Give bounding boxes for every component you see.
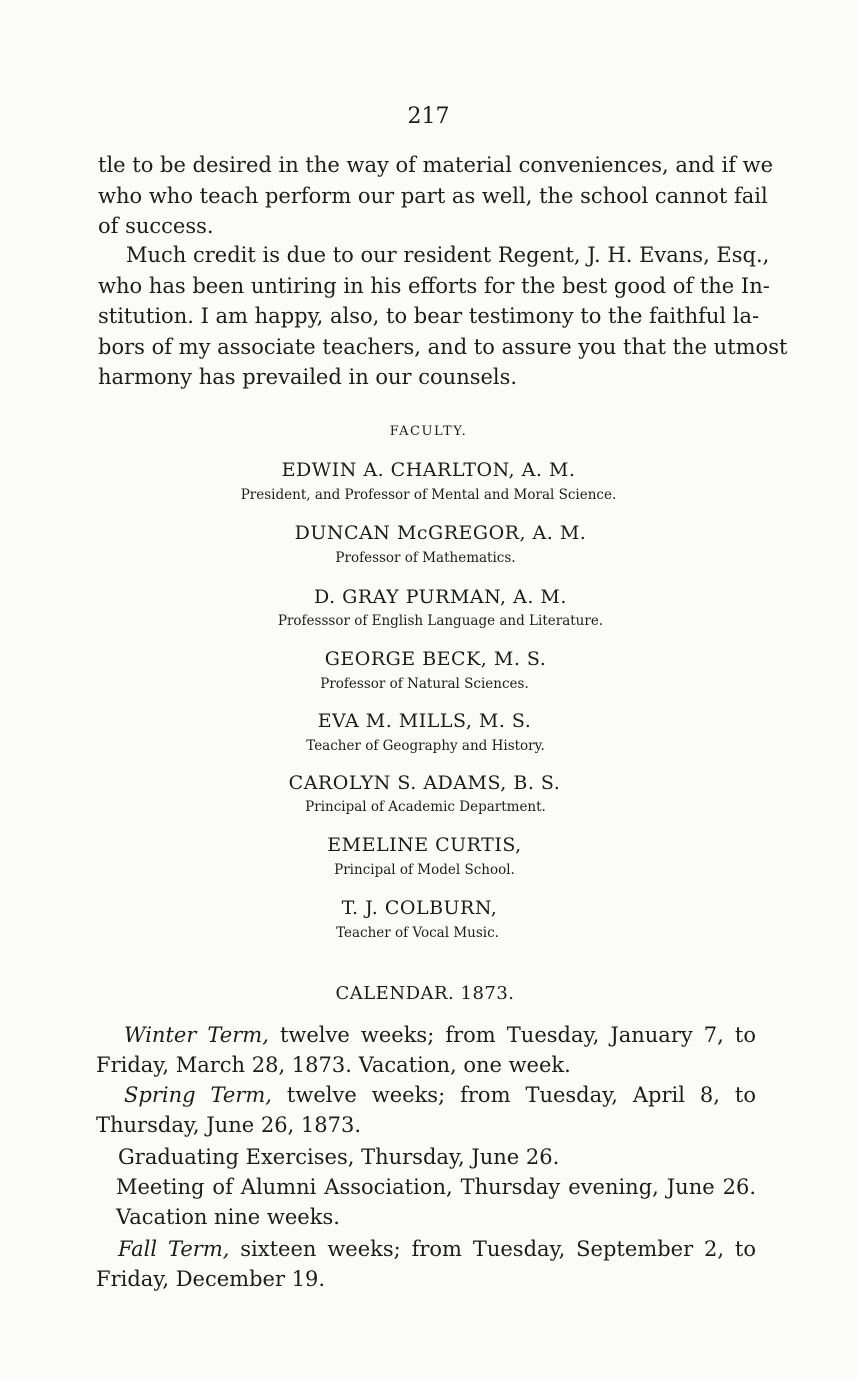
paragraph-2-line: bors of my associate teachers, and to assure you that the utmost: [98, 334, 788, 359]
faculty-member-name: CAROLYN S. ADAMS, B. S.: [288, 772, 561, 794]
calendar-alumni: Meeting of Alumni Association, Thursday evening, June 26.: [116, 1175, 756, 1199]
paragraph-1-line: tle to be desired in the way of material conveniences, and if we: [98, 153, 774, 177]
calendar-line: [96, 1080, 756, 1110]
faculty-member-name: EDWIN A. CHARLTON, A. M.: [281, 459, 576, 481]
faculty-member-name: DUNCAN McGREGOR, A. M.: [294, 522, 587, 544]
faculty-member-title: Principal of Model School.: [334, 862, 515, 878]
calendar-line: [96, 1020, 756, 1050]
term-detail: twelve weeks; from Tuesday, January 7, to: [268, 1023, 756, 1047]
faculty-member-title: President, and Professor of Mental and Moral Science.: [240, 487, 617, 503]
calendar-line: Friday, December 19.: [96, 1267, 326, 1291]
faculty-member-name: GEORGE BECK, M. S.: [324, 648, 547, 670]
paragraph-2-line: who has been untiring in his efforts for the best good of the In-: [98, 273, 770, 298]
term-name: Spring Term,: [124, 1083, 272, 1107]
calendar-line: Thursday, June 26, 1873.: [96, 1113, 362, 1137]
faculty-member-title: Teacher of Vocal Music.: [336, 925, 499, 941]
faculty-member-name: T. J. COLBURN,: [341, 897, 498, 919]
calendar-line: [96, 1234, 756, 1264]
paragraph-2-line: harmony has prevailed in our counsels.: [98, 365, 518, 389]
term-detail: twelve weeks; from Tuesday, April 8, to: [271, 1083, 756, 1107]
term-detail: sixteen weeks; from Tuesday, September 2, to: [229, 1237, 756, 1261]
paragraph-2-line: Much credit is due to our resident Regent, J. H. Evans, Esq.,: [126, 243, 770, 267]
faculty-member-name: EVA M. MILLS, M. S.: [317, 710, 532, 732]
calendar-vacation: Vacation nine weeks.: [116, 1205, 340, 1229]
term-name: Fall Term,: [118, 1237, 230, 1261]
term-name: Winter Term,: [124, 1023, 269, 1047]
faculty-member-title: Principal of Academic Department.: [305, 799, 546, 815]
faculty-member-title: Professor of Mathematics.: [335, 550, 516, 566]
faculty-member-title: Teacher of Geography and History.: [306, 738, 545, 754]
calendar-fall-term: [96, 1234, 756, 1294]
paragraph-1: [98, 150, 774, 242]
calendar-heading: CALENDAR. 1873.: [335, 983, 515, 1004]
paragraph-1-line: who who teach perform our part as well, the school cannot fail: [98, 183, 768, 208]
paragraph-1-line: of success.: [98, 214, 214, 238]
faculty-member-name: D. GRAY PURMAN, A. M.: [314, 586, 567, 608]
calendar-winter-term: [96, 1020, 756, 1080]
faculty-member-name: EMELINE CURTIS,: [327, 834, 522, 856]
faculty-member-title: Professor of Natural Sciences.: [320, 676, 529, 692]
paragraph-2-line: stitution. I am happy, also, to bear testimony to the faithful la-: [98, 304, 760, 328]
calendar-spring-term: [96, 1080, 756, 1140]
paragraph-2: [98, 240, 788, 393]
calendar-line: Friday, March 28, 1873. Vacation, one week.: [96, 1053, 571, 1077]
faculty-member-title: Professsor of English Language and Literature.: [277, 613, 604, 629]
calendar-graduating: Graduating Exercises, Thursday, June 26.: [118, 1145, 560, 1169]
calendar-events: [96, 1142, 756, 1232]
page-number: 217: [407, 104, 450, 129]
faculty-heading: FACULTY.: [389, 424, 468, 439]
